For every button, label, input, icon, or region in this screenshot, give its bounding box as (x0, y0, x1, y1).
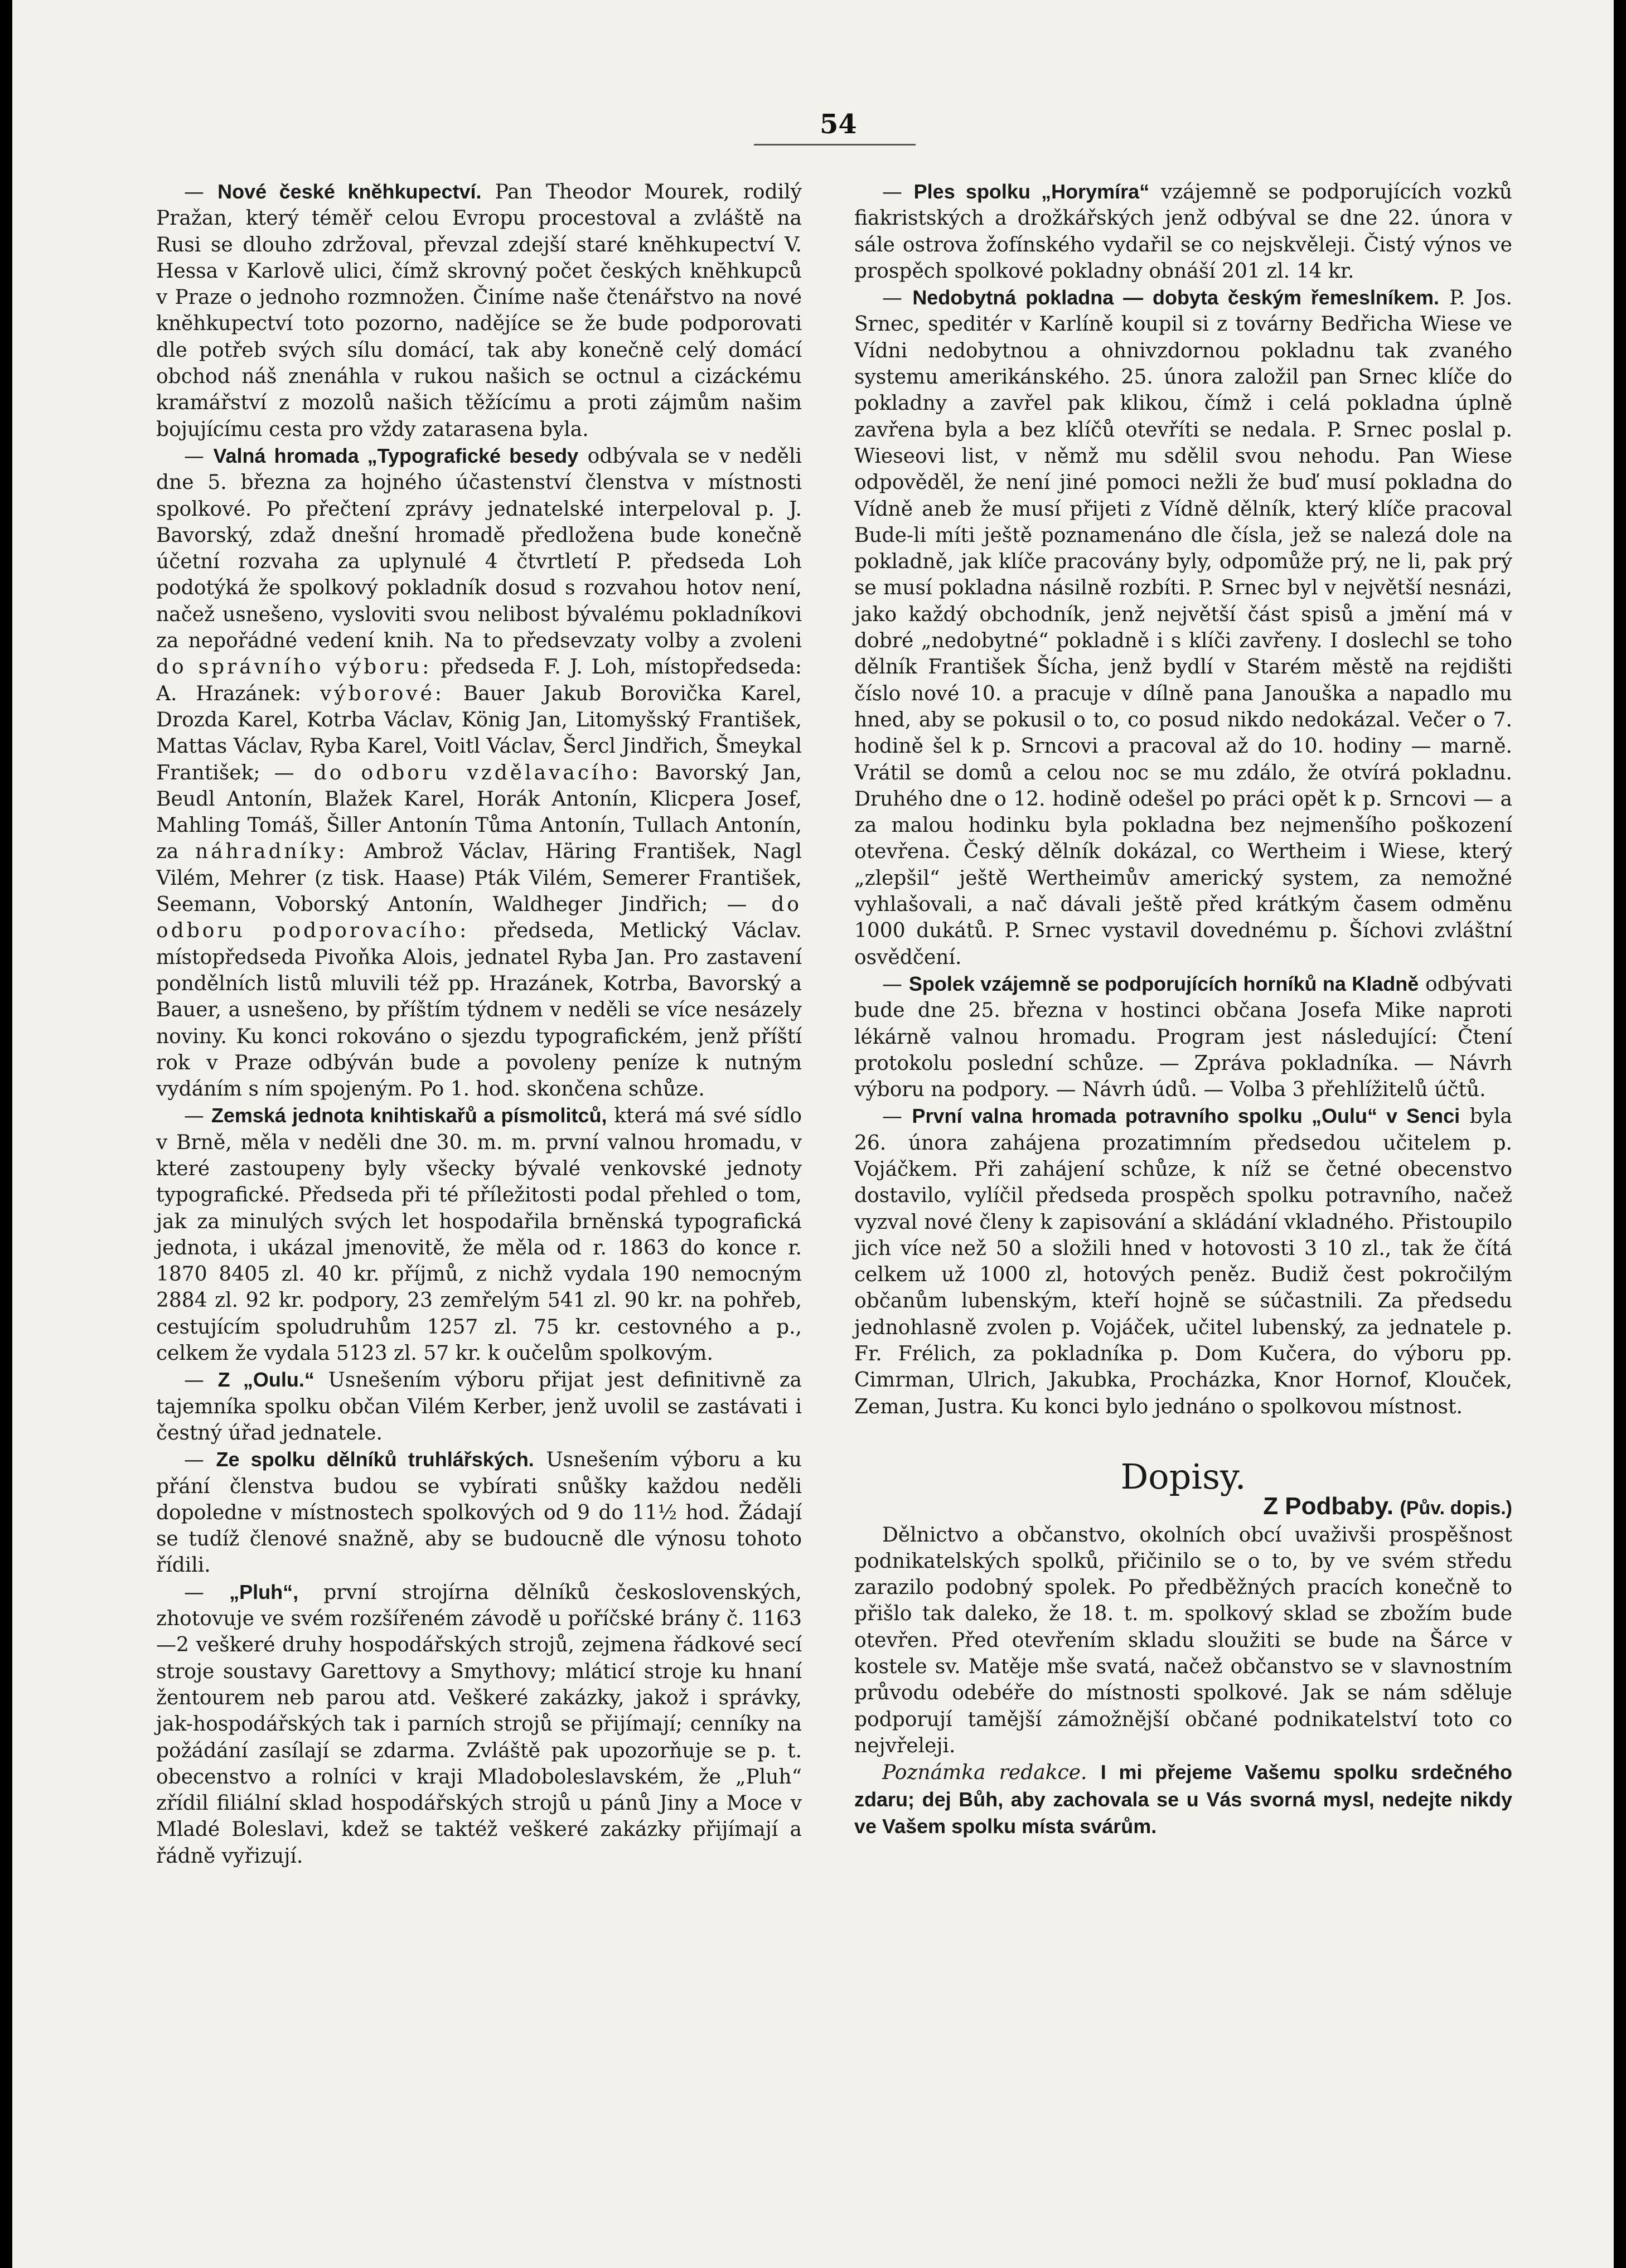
letter-place: Z Podbaby. (1263, 1492, 1394, 1520)
letter-podbaba (854, 1522, 1512, 1760)
spaced-text: do správního výboru: (156, 656, 432, 679)
article-body: odbývati bude dne 25. března v hostinci občana Josefa Mike naproti lékárně valnou hromadu. Program jest následující: Čtení protokolu poslední schůze. — Zpráva pokladníka. — Návrh výboru na podpory. — Návrh údů. — Volba 3 přehlížitelů účtů. (854, 972, 1512, 1102)
article-heading: Valná hromada „Typografické besedy (213, 444, 579, 467)
article-miners: — Spolek vzájemně se podporujících horníků na Kladně odbývati bude dne 25. března v hostinci občana Josefa Mike naproti lékárně valnou hromadu. Program jest následující: Čtení protokolu poslední schůze. — Zpráva pokladníka. — Návrh výboru na podpory. — Návrh údů. — Volba 3 přehlížitelů účtů. (854, 972, 1512, 1102)
article-new-bookshop: — Nové české knĕhkupectví. Pan Theodor Mourek, rodilý Pražan, který téměř celou Evropu procestoval a zvláště na Rusi se dlouho zdržoval, převzal zdejší staré knĕhkupectví V. Hessa v Karlově ulici, čímž skrovný počet českých knĕhkupců v Praze o jednoho rozmnožen. Činíme naše čtenářstvo na nové knĕhkupectví toto pozorno, nadějíce se že bude podporovati dle potřeb svých sílu domácí, tak aby konečně celý domácí obchod náš znenáhla v rukou našich se octnul a cizáckému kramářství z mozolů našich těžícímu a proti zájmům našim bojujícímu cesta pro vždy zatarasena byla. (156, 180, 802, 441)
article-safe: — Nedobytná pokladna — dobyta českým řemeslníkem. P. Jos. Srnec, speditér v Karlíně koupil si z továrny Bedřicha Wiese ve Vídni nedobytnou a ohnivzdornou pokladnu tak zvaného systemu amerikánského. 25. února založil pan Srnec klíče do pokladny a zavřel pak klikou, čímž i celá pokladna úplně zavřena byla a bez klíčů otevříti se nedala. P. Srnec poslal p. Wieseovi list, v němž mu sdělil svou nehodu. Pan Wiese odpověděl, že není jiné pomoci nežli že buď musí pokladna do Vídně aneb že musí přijeti z Vídně dělník, který klíče pracoval Bude-li míti ještě poznamenáno dle čísla, jež se nalezá dole na pokladně, jak klíče pracovány byly, odpomůže prý, ne li, pak prý se musí pokladna násilně rozbíti. P. Srnec byl v největší nesnázi, jako každý obchodník, jenž největší část spisů a jmění má v dobré „nedobytné“ pokladně i s klíči zavřeny. I doslechl se toho dělník František Šícha, jenž bydlí v Starém městě na rejdišti číslo nové 10. a pracuje v dílně pana Janouška a napadlo mu hned, aby se pokusil o to, co posud nikdo nedokázal. Večer o 7. hodině šel k p. Srncovi a pracoval až do 10. hodiny — marně. Vrátil se domů a celou noc se mu zdálo, že otvírá pokladnu. Druhého dne o 12. hodině odešel po práci opět k p. Srncovi — a za malou hodinku byla pokladna bez nejmenšího poškození otevřena. Český dělník dokázal, co Wertheim i Wiese, který „zlepšil“ ještě Wertheimův americký system, za nemožné vyhlašovali, a nač dávali ještě před krátkým časem odměnu 1000 dukátů. P. Srnec vystavil dovednému p. Šíchovi zvláštní osvědčení. (854, 286, 1512, 969)
right-column (854, 178, 1512, 1840)
spaced-text: náhradníky: (195, 840, 348, 864)
spaced-text: — do odboru podporovacího: (156, 893, 802, 943)
article-body: předseda F. J. Loh, místopředseda: A. Hrazánek: (156, 656, 802, 705)
article-body: Bavorský Jan, Beudl Antonín, Blažek Karel, Horák Antonín, Klicpera Josef, Mahling Tomáš, Šiller Antonín Tůma Antonín, Tullach Antonín, za (156, 761, 802, 864)
article-body: odbývala se v neděli dne 5. března za hojného účastenství členstva v místnosti spolkové. Po přečtení zprávy jednatelské interpeloval p. J. Bavorský, zdaž dnešní hromadě předložena bude konečně účetní rozvaha za uplynulé 4 čtvrtletí P. předseda Loh podotýká že spolkový pokladník dosud s rozvahou hotov není, načež usnešeno, vysloviti svou nelibost bývalému pokladníkovi za nepořádné vedení knih. Na to předsevzaty volby a zvoleni (156, 444, 802, 653)
letter-source: (Pův. dopis.) (1400, 1498, 1512, 1519)
editorial-note (854, 1759, 1512, 1840)
article-heading: Spolek vzájemně se podporujících horníků na Kladně (908, 972, 1419, 995)
page-number: 54 (820, 109, 857, 140)
header-rule (754, 144, 916, 146)
article-body: Bauer Jakub Borovička Karel, Drozda Karel, Kotrba Václav, König Jan, Litomyšský František, Mattas Václav, Ryba Karel, Voitl Václav, Šercl Jindřich, Šmeykal František; (156, 682, 802, 784)
article-oul: — Z „Oulu.“ Usnešením výboru přijat jest definitivně za tajemníka spolku občan Vilém Kerber, jenž uvolil se zastávati i čestný úřad jednatele. (156, 1368, 802, 1445)
section-title-dopisy: Dopisy. (1120, 1456, 1246, 1497)
article-heading: Nedobytná pokladna — dobyta českým řemeslníkem. (912, 286, 1439, 309)
article-typographic-meeting: — Valná hromada „Typografické besedy odbývala se v neděli dne 5. března za hojného účastenství členstva v místnosti spolkové. Po přečtení zprávy jednatelské interpeloval p. J. Bavorský, zdaž dnešní hromadě předložena bude konečně účetní rozvaha za uplynulé 4 čtvrtletí P. předseda Loh podotýká že spolkový pokladník dosud s rozvahou hotov není, načež usnešeno, vysloviti svou nelibost bývalému pokladníkovi za nepořádné vedení knih. Na to předsevzaty volby a zvoleni do správního výboru: předseda F. J. Loh, místopředseda: A. Hrazánek: výborové: Bauer Jakub Borovička Karel, Drozda Karel, Kotrba Václav, König Jan, Litomyšský František, Mattas Václav, Ryba Karel, Voitl Václav, Šercl Jindřich, Šmeykal František; — do odboru vzdělavacího: Bavorský Jan, Beudl Antonín, Blažek Karel, Horák Antonín, Klicpera Josef, Mahling Tomáš, Šiller Antonín Tůma Antonín, Tullach Antonín, za náhradníky: Ambrož Václav, Häring František, Nagl Vilém, Mehrer (z tisk. Haase) Pták Vilém, Semerer František, Seemann, Voborský Antonín, Waldheger Jindřich; — do odboru podporovacího: předseda, Metlický Václav. místopředseda Pivoňka Alois, jednatel Ryba Jan. Pro zastavení pondělních listů mluvili též pp. Hrazánek, Kotrba, Bavorský a Bauer, a usnešeno, by příštím týdnem v neděli se více nesázely noviny. Ku konci rokováno o sjezdu typografickém, jenž příští rok v Praze odbýván bude a povoleny peníze k nutným vydáním s ním spojeným. Po 1. hod. skončena schůze. (156, 444, 802, 1101)
article-printers-union: — Zemská jednota knihtiskařů a písmolitců, která má své sídlo v Brně, měla v neděli dne 30. m. m. první valnou hromadu, v které zastoupeny byly všecky bývalé venkovské jednoty typografické. Předseda při té příležitosti podal přehled o tom, jak za minulých svých let hospodařila brněnská typografická jednota, i ukázal jmenovitě, že měla od r. 1863 do konce r. 1870 8405 zl. 40 kr. příjmů, z nichž vydala 190 nemocným 2884 zl. 92 kr. podpory, 23 zemřelým 541 zl. 90 kr. na pohřeb, cestujícím spoludruhům 1257 zl. 75 kr. cestovného a p., celkem že vydala 5123 zl. 57 kr. k oučelům spolkovým. (156, 1104, 802, 1365)
spaced-text: výborové: (320, 682, 445, 705)
article-body: byla 26. února zahájena prozatimním předsedou učitelem p. Vojáčkem. Při zahájení schůze, k níž se četné obecenstvo dostavilo, vylíčil předseda prospěch spolku potravního, načež vyzval nové členy k zapisování a skládání vkladného. Přistoupilo jich více než 50 a složili hned v hotovosti 3 10 zl., tak že čítá celkem už 1000 zl, hotových peněz. Budiž čest pokročilým občanům lubenským, kteří hojně se súčastnili. Za předsedu jednohlasně zvolen p. Vojáček, učitel lubenský, za jednatele p. Fr. Frélich, za pokladníka p. Dom Kučera, do výboru pp. Cimrman, Ulrich, Jakubka, Procházka, Knor Hornof, Klouček, Zeman, Justra. Ku konci bylo jednáno o spolkovou místnost. (854, 1105, 1513, 1418)
article-heading: „Pluh“, (229, 1580, 299, 1603)
article-body: Usnešením výboru a ku přání členstva budou se vybírati snůšky každou neděli dopoledne v místnostech spolkových od 9 do 11½ hod. Žádají se tudíž členové snažně, aby se budoucně dle výnosu tohoto řídili. (156, 1448, 802, 1577)
newspaper-page (12, 0, 1614, 2268)
letter-body: Dělnictvo a občanstvo, okolních obcí uvaživši prospěšnost podnikatelských spolků, přičinilo se o to, by ve svém středu zarazilo podobný spolek. Po předběžných pracích konečně to přišlo tak daleko, že 18. t. m. spolkový sklad se zbožím bude otevřen. Před otevřením skladu sloužiti se bude na Šárce v kostele sv. Matěje mše svatá, načež občanstvo se v slavnostním průvodu odebéře do místnosti spolkové. Jak se nám sděluje podporují tamější zámožnější občané podnikatelství toto co nejvřeleji. (854, 1523, 1512, 1757)
editorial-note-body: I mi přejeme Vašemu spolku srdečného zdaru; dej Bůh, aby zachovala se u Vás svorná mysl, nedejte nikdy ve Vašem spolku místa svárům. (854, 1761, 1512, 1838)
article-horymir-ball: — Ples spolku „Horymíra“ vzájemně se podporujících vozků fiakristských a drožkářských jenž odbýval se dne 22. února v sále ostrova žofínského vydařil se co nejskvěleji. Čistý výnos ve prospěch spolkové pokladny obnáší 201 zl. 14 kr. (854, 180, 1512, 283)
article-heading: První valna hromada potravního spolku „Oulu“ v Senci (912, 1104, 1460, 1128)
article-heading: Z „Oulu.“ (217, 1368, 314, 1392)
article-body: první strojírna dělníků československých, zhotovuje ve svém rozšířeném závodě u poříčské brány č. 1163—2 veškeré druhy hospodářských strojů, zejmena řádkové secí stroje soustavy Garettovy a Smythovy; mláticí stroje ku hnaní žentourem neb parou atd. Veškeré zakázky, jakož i správky, jak-hospodářských tak i parních strojů se přijímají; cenníky na požádání zasílají se zdarma. Zvláště pak upozorňuje se p. t. obecenstvo a rolníci v kraji Mladoboleslavském, že „Pluh“ zřídil filiální sklad hospodářských strojů u pánů Jiny a Moce v Mladé Boleslavi, kdež se taktéž veškeré zakázky přijímají a řádně vyřizují. (156, 1581, 802, 1868)
editorial-note-label: Poznámka redakce. (882, 1761, 1087, 1785)
article-oulu-senec: — První valna hromada potravního spolku „Oulu“ v Senci byla 26. února zahájena prozatimním předsedou učitelem p. Vojáčkem. Při zahájení schůze, k níž se četné obecenstvo dostavilo, vylíčil předseda prospěch spolku potravního, načež vyzval nové členy k zapisování a skládání vkladného. Přistoupilo jich více než 50 a složili hned v hotovosti 3 10 zl., tak že čítá celkem už 1000 zl, hotových peněz. Budiž čest pokročilým občanům lubenským, kteří hojně se súčastnili. Za předsedu jednohlasně zvolen p. Vojáček, učitel lubenský, za jednatele p. Fr. Frélich, za pokladníka p. Dom Kučera, do výboru pp. Cimrman, Ulrich, Jakubka, Procházka, Knor Hornof, Klouček, Zeman, Justra. Ku konci bylo jednáno o spolkovou místnost. (854, 1104, 1513, 1418)
left-column (156, 178, 802, 1869)
article-pluh: — „Pluh“, první strojírna dělníků československých, zhotovuje ve svém rozšířeném závodě u poříčské brány č. 1163—2 veškeré druhy hospodářských strojů, zejmena řádkové secí stroje soustavy Garettovy a Smythovy; mláticí stroje ku hnaní žentourem neb parou atd. Veškeré zakázky, jakož i správky, jak-hospodářských tak i parních strojů se přijímají; cenníky na požádání zasílají se zdarma. Zvláště pak upozorňuje se p. t. obecenstvo a rolníci v kraji Mladoboleslavském, že „Pluh“ zřídil filiální sklad hospodářských strojů u pánů Jiny a Moce v Mladé Boleslavi, kdež se taktéž veškeré zakázky přijímají a řádně vyřizují. (156, 1580, 802, 1868)
article-heading: Zemská jednota knihtiskařů a písmolitců, (211, 1104, 607, 1127)
letter-heading (854, 1493, 1512, 1521)
article-body: Usnešením výboru přijat jest definitivně za tajemníka spolku občan Vilém Kerber, jenž uvolil se zastávati i čestný úřad jednatele. (156, 1369, 802, 1445)
article-heading: Ples spolku „Horymíra“ (913, 180, 1150, 203)
article-heading: Nové české knĕhkupectví. (217, 180, 482, 203)
article-body: Pan Theodor Mourek, rodilý Pražan, který téměř celou Evropu procestoval a zvláště na Rusi se dlouho zdržoval, převzal zdejší staré knĕhkupectví V. Hessa v Karlově ulici, čímž skrovný počet českých knĕhkupců v Praze o jednoho rozmnožen. Činíme naše čtenářstvo na nové knĕhkupectví toto pozorno, nadějíce se že bude podporovati dle potřeb svých sílu domácí, tak aby konečně celý domácí obchod náš znenáhla v rukou našich se octnul a cizáckému kramářství z mozolů našich těžícímu a proti zájmům našim bojujícímu cesta pro vždy zatarasena byla. (156, 181, 802, 441)
article-carpenters: — Ze spolku dělníků truhlářských. Usnešením výboru a ku přání členstva budou se vybírati snůšky každou neděli dopoledne v místnostech spolkových od 9 do 11½ hod. Žádají se tudíž členové snažně, aby se budoucně dle výnosu tohoto řídili. (156, 1448, 802, 1577)
spaced-text: — do odboru vzdělavacího: (274, 761, 641, 784)
article-body: která má své sídlo v Brně, měla v neděli dne 30. m. m. první valnou hromadu, v které zastoupeny byly všecky bývalé venkovské jednoty typografické. Předseda při té příležitosti podal přehled o tom, jak za minulých svých let hospodařila brněnská typografická jednota, i ukázal jmenovitě, že měla od r. 1863 do konce r. 1870 8405 zl. 40 kr. příjmů, z nichž vydala 190 nemocným 2884 zl. 92 kr. podpory, 23 zemřelým 541 zl. 90 kr. na pohřeb, cestujícím spoludruhům 1257 zl. 75 kr. cestovného a p., celkem že vydala 5123 zl. 57 kr. k oučelům spolkovým. (156, 1104, 802, 1365)
article-heading: Ze spolku dělníků truhlářských. (216, 1448, 534, 1471)
article-body: P. Jos. Srnec, speditér v Karlíně koupil si z továrny Bedřicha Wiese ve Vídni nedobytnou a ohnivzdornou pokladnu tak zvaného systemu amerikánského. 25. února založil pan Srnec klíče do pokladny a zavřel pak klikou, čímž i celá pokladna úplně zavřena byla a bez klíčů otevříti se nedala. P. Srnec poslal p. Wieseovi list, v němž mu sdělil svou nehodu. Pan Wiese odpověděl, že není jiné pomoci nežli že buď musí pokladna do Vídně aneb že musí přijeti z Vídně dělník, který klíče pracoval Bude-li míti ještě poznamenáno dle čísla, jež se nalezá dole na pokladně, jak klíče pracovány byly, odpomůže prý, ne li, pak prý se musí pokladna násilně rozbíti. P. Srnec byl v největší nesnázi, jako každý obchodník, jenž největší část spisů a jmění má v dobré „nedobytné“ pokladně i s klíči zavřeny. I doslechl se toho dělník František Šícha, jenž bydlí v Starém městě na rejdišti číslo nové 10. a pracuje v dílně pana Janouška a napadlo mu hned, aby se pokusil o to, co posud nikdo nedokázal. Večer o 7. hodině šel k p. Srncovi a pracoval až do 10. hodiny — marně. Vrátil se domů a celou noc se mu zdálo, že otvírá pokladnu. Druhého dne o 12. hodině odešel po práci opět k p. Srncovi — a za malou hodinku byla pokladna bez nejmenšího poškození otevřena. Český dělník dokázal, co Wertheim i Wiese, který „zlepšil“ ještě Wertheimův americký system, za nemožné vyhlašovali, a nač dávali ještě před krátkým časem odměnu 1000 dukátů. P. Srnec vystavil dovednému p. Šíchovi zvláštní osvědčení. (854, 287, 1512, 969)
article-body: vzájemně se podporujících vozků fiakristských a drožkářských jenž odbýval se dne 22. února v sále ostrova žofínského vydařil se co nejskvěleji. Čistý výnos ve prospěch spolkové pokladny obnáší 201 zl. 14 kr. (854, 181, 1512, 283)
article-body: předseda, Metlický Václav. místopředseda Pivoňka Alois, jednatel Ryba Jan. Pro zastavení pondělních listů mluvili též pp. Hrazánek, Kotrba, Bavorský a Bauer, a usnešeno, by příštím týdnem v neděli se více nesázely noviny. Ku konci rokováno o sjezdu typografickém, jenž příští rok v Praze odbýván bude a povoleny peníze k nutným vydáním s ním spojeným. Po 1. hod. skončena schůze. (156, 919, 802, 1101)
article-body: Ambrož Václav, Häring František, Nagl Vilém, Mehrer (z tisk. Haase) Pták Vilém, Semerer František, Seemann, Voborský Antonín, Waldheger Jindřich; (156, 840, 802, 917)
